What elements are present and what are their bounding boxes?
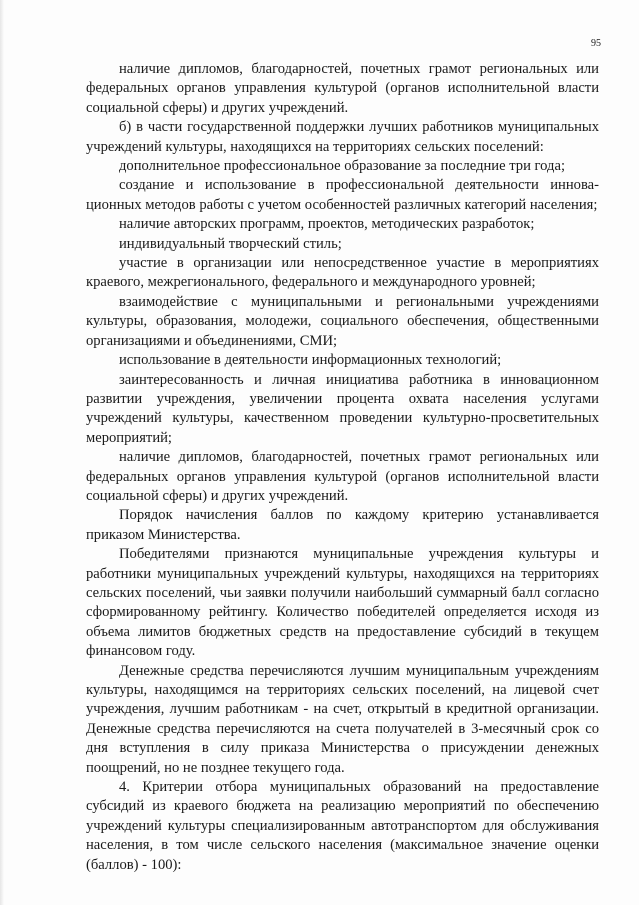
paragraph-winners: Победителями признаются муниципальные учреждения культуры и работники муниципальных учреждений культуры, находящихся на территориях сельских поселений, чьи заявки получили наибольший суммарный балл согласно сформированному рейтингу. Количество победителей определяется исходя из объема лимитов бюджетных средств на предоставление субсидий в текущем финансовом году. (86, 546, 599, 660)
criterion-information-technology: использование в деятельности информационных технологий; (119, 352, 502, 369)
criterion-personal-initiative: заинтересованность и личная инициатива работника в инновационном развитии учреждения, увеличении процента охвата населения услугами учреждений культуры, качественном проведении культурно-просветительных мероприятий; (86, 371, 599, 446)
paragraph-diplomas-institutions: наличие дипломов, благодарностей, почетных грамот региональных или федеральных органов управления культурой (органов исполнительной власти социальной сферы) и других учреждений. (86, 61, 599, 116)
criterion-diplomas-workers: наличие дипломов, благодарностей, почетных грамот региональных или федеральных органов управления культурой (органов исполнительной власти социальной сферы) и других учреждений. (86, 449, 599, 504)
criterion-author-programs: наличие авторских программ, проектов, методических разработок; (119, 216, 535, 233)
paragraph-funds-transfer: Денежные средства перечисляются лучшим муниципальным учреждениям культуры, находящимся на территориях сельских поселений, на лицевой счет учреждения, лучшим работникам - на счет, открытый в кредитной организации. Денежные средства перечисляются на счета получателей в 3-месячный срок со дня вступления в силу приказа Министерства о присуждении денежных поощрений, но не позднее текущего года. (86, 662, 599, 776)
criterion-event-participation: участие в организации или непосредственное участие в мероприятиях краевого, межрегионального, федерального и международного уровней; (86, 255, 599, 291)
criterion-professional-education: дополнительное профессиональное образование за последние три года; (119, 158, 566, 175)
criterion-interaction: взаимодействие с муниципальными и региональными учреждениями культуры, образования, молодежи, социального обеспечения, общественными организациями и объединениями, СМИ; (86, 293, 599, 349)
criterion-innovative-methods: создание и использование в профессиональной деятельности инновационных методов работы с учетом особенностей различных категорий населения; (86, 177, 599, 213)
paragraph-section-4-criteria: 4. Критерии отбора муниципальных образований на предоставление субсидий из краевого бюджета на реализацию мероприятий по обеспечению учреждений культуры специализированным автотранспортом для обслуживания населения, в том числе сельского населения (максимальное значение оценки (баллов) - 100): (86, 779, 599, 873)
scan-edge-shadow (0, 0, 4, 905)
criterion-creative-style: индивидуальный творческий стиль; (119, 235, 342, 252)
document-body (86, 60, 599, 875)
paragraph-points-procedure: Порядок начисления баллов по каждому критерию устанавливается приказом Министерства. (86, 507, 599, 543)
page-number: 95 (591, 38, 601, 49)
paragraph-section-b-intro: б) в части государственной поддержки лучших работников муниципальных учреждений культуры, находящихся на территориях сельских поселений: (86, 119, 599, 155)
